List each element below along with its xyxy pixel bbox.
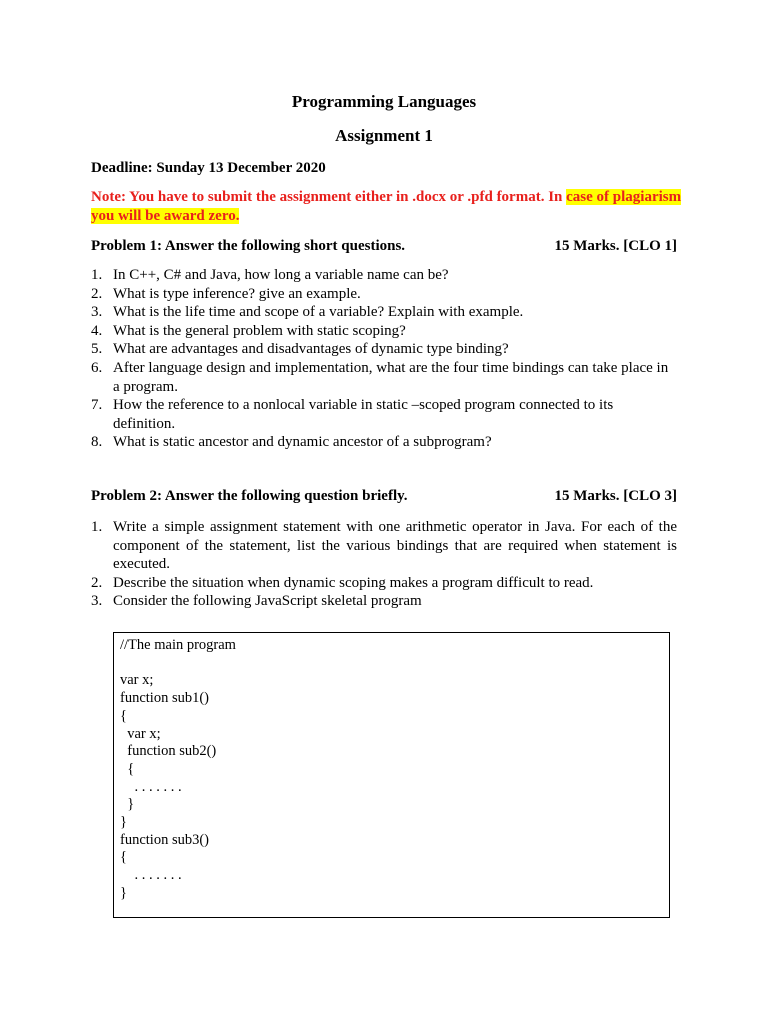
- item-number: 2.: [91, 285, 103, 302]
- item-number: 4.: [91, 322, 103, 339]
- note-line-1: [91, 189, 681, 206]
- item-number: 3.: [91, 304, 103, 321]
- item-text: What is type inference? give an example.: [113, 285, 361, 302]
- code-line: {: [120, 707, 127, 724]
- list-item: [91, 433, 677, 452]
- code-line: function sub2(): [120, 743, 217, 760]
- problem2-marks: 15 Marks. [CLO 3]: [554, 488, 677, 504]
- code-line: . . . . . . .: [120, 867, 182, 884]
- code-line: var x;: [120, 672, 154, 689]
- item-text: Write a simple assignment statement with one arithmetic operator in Java. For each of the component of the statement, list the various bindings that are required when statement is executed.: [113, 519, 677, 573]
- problem1-heading: Problem 1: Answer the following short questions.: [91, 238, 406, 254]
- item-text: Consider the following JavaScript skeletal program: [113, 593, 422, 610]
- note-text: Note: You have to submit the assignment either in .docx or .pfd format. In: [91, 189, 567, 205]
- list-item: [91, 518, 677, 574]
- item-text: Describe the situation when dynamic scoping makes a program difficult to read.: [113, 574, 594, 591]
- problem1-marks: 15 Marks. [CLO 1]: [554, 238, 677, 254]
- list-item: [91, 322, 677, 341]
- code-line: var x;: [120, 725, 161, 742]
- code-listing: [120, 637, 669, 903]
- list-item: [91, 574, 677, 593]
- assignment-subtitle: Assignment 1: [335, 126, 433, 145]
- list-item: [91, 340, 677, 359]
- code-line: {: [120, 849, 127, 866]
- list-item: [91, 396, 677, 433]
- item-text: How the reference to a nonlocal variable in static –scoped program connected to its definition.: [113, 397, 614, 432]
- item-number: 1.: [91, 267, 103, 283]
- item-number: 7.: [91, 397, 103, 414]
- item-text: After language design and implementation, what are the four time bindings can take place in a program.: [113, 359, 669, 395]
- list-item: [91, 592, 677, 611]
- code-box: [113, 632, 670, 918]
- problem2-question-list: [91, 518, 677, 611]
- document-title: Programming Languages: [291, 92, 477, 111]
- item-number: 5.: [91, 341, 103, 358]
- code-line: function sub3(): [120, 831, 209, 848]
- item-number: 2.: [91, 574, 103, 591]
- note-highlight-plagiarism: case of plagiarism: [566, 189, 682, 205]
- code-line: //The main program: [120, 637, 236, 653]
- item-text: What is static ancestor and dynamic ancestor of a subprogram?: [113, 434, 492, 451]
- code-line: }: [120, 814, 127, 831]
- item-number: 6.: [91, 359, 103, 376]
- item-text: What is the life time and scope of a variable? Explain with example.: [113, 304, 524, 321]
- item-text: In C++, C# and Java, how long a variable name can be?: [113, 267, 449, 283]
- list-item: [91, 359, 677, 396]
- item-text: What are advantages and disadvantages of dynamic type binding?: [113, 341, 509, 358]
- deadline-text: Deadline: Sunday 13 December 2020: [91, 160, 326, 176]
- item-number: 3.: [91, 593, 103, 610]
- list-item: [91, 285, 677, 304]
- code-line: }: [120, 796, 135, 813]
- problem1-question-list: [91, 266, 677, 452]
- code-line: {: [120, 760, 135, 777]
- item-text: What is the general problem with static scoping?: [113, 322, 406, 339]
- code-line: function sub1(): [120, 690, 209, 707]
- code-line: }: [120, 884, 127, 901]
- list-item: [91, 266, 677, 285]
- note-line-2: [91, 208, 239, 225]
- problem2-heading: Problem 2: Answer the following question briefly.: [91, 488, 408, 504]
- note-highlight-award-zero: you will be award zero.: [91, 208, 240, 224]
- code-line: . . . . . . .: [120, 778, 182, 795]
- item-number: 1.: [91, 519, 103, 535]
- item-number: 8.: [91, 434, 103, 451]
- list-item: [91, 303, 677, 322]
